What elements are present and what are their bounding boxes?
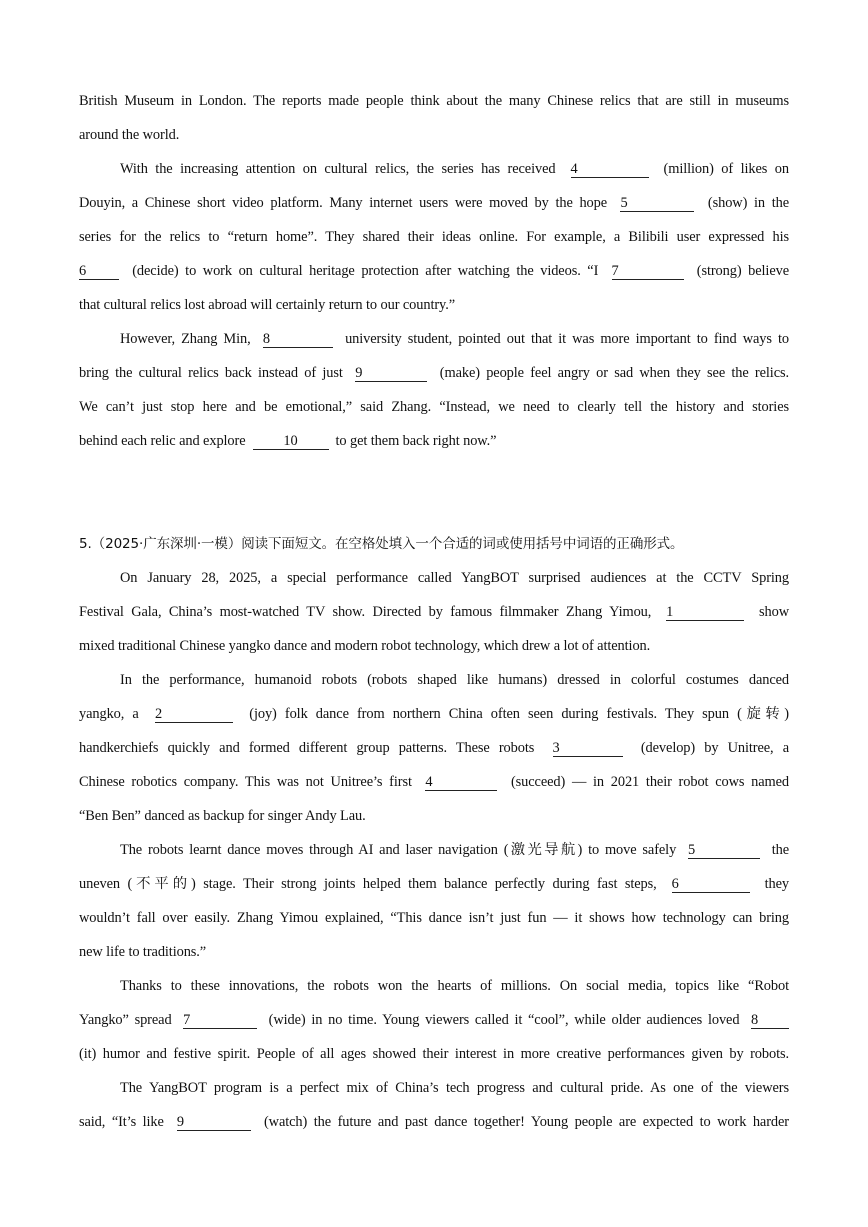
text: that cultural relics lost abroad will certainly return to our country.”: [79, 297, 455, 313]
text: (wide) in no time. Young viewers called it “cool”, while older audiences loved: [268, 1012, 740, 1028]
text: wouldn’t fall over easily. Zhang Yimou explained, “This dance isn’t just fun — it shows how technology can bring: [79, 910, 789, 926]
text: behind each relic and explore: [79, 433, 246, 449]
text: bring the cultural relics back instead of just: [79, 365, 343, 381]
text: The YangBOT program is a perfect mix of China’s tech progress and cultural pride. As one of the viewers: [120, 1080, 789, 1096]
text-line: [79, 84, 789, 118]
text-line: [79, 1071, 789, 1105]
text: (it) humor and festive spirit. People of all ages showed their interest in more creative performances given by robots.: [79, 1046, 789, 1062]
text: new life to traditions.”: [79, 944, 207, 960]
text-line: [79, 799, 789, 833]
text-line: [79, 1037, 789, 1071]
text: series for the relics to “return home”. They shared their ideas online. For example, a Bilibili user expressed his: [79, 229, 789, 245]
answer-blank-1[interactable]: 1: [666, 604, 744, 621]
text: uneven (不平的) stage. Their strong joints helped them balance perfectly during fast steps,: [79, 876, 657, 892]
text: “Ben Ben” danced as backup for singer Andy Lau.: [79, 808, 366, 824]
answer-blank-8[interactable]: 8: [751, 1012, 789, 1029]
text: yangko, a: [79, 706, 139, 722]
text: In the performance, humanoid robots (robots shaped like humans) dressed in colorful costumes danced: [120, 672, 789, 688]
answer-blank-7[interactable]: 7: [612, 263, 684, 280]
text: around the world.: [79, 127, 180, 143]
text: to get them back right now.”: [335, 433, 497, 449]
text: (decide) to work on cultural heritage protection after watching the videos. “I: [132, 263, 599, 279]
text: Festival Gala, China’s most-watched TV show. Directed by famous filmmaker Zhang Yimou,: [79, 604, 652, 620]
question-title: [79, 527, 789, 561]
text-line: [79, 697, 789, 731]
text: (strong) believe: [696, 263, 789, 279]
text: handkerchiefs quickly and formed different group patterns. These robots: [79, 740, 535, 756]
text: mixed traditional Chinese yangko dance and modern robot technology, which drew a lot of attention.: [79, 638, 651, 654]
question-heading: 5.（2025·广东深圳·一模）阅读下面短文。在空格处填入一个合适的词或使用括号中词语的正确形式。: [79, 536, 684, 552]
text: Douyin, a Chinese short video platform. Many internet users were moved by the hope: [79, 195, 608, 211]
text-line: [79, 254, 789, 288]
text-line: [79, 969, 789, 1003]
text-line: [79, 322, 789, 356]
text-line: [79, 390, 789, 424]
text-line: [79, 152, 789, 186]
answer-blank-8[interactable]: 8: [263, 331, 333, 348]
text: the: [771, 842, 790, 858]
answer-blank-4[interactable]: 4: [425, 774, 497, 791]
text-line: [79, 118, 789, 152]
passage-4: [79, 84, 789, 458]
text: (make) people feel angry or sad when they see the relics.: [439, 365, 789, 381]
answer-blank-9[interactable]: 9: [177, 1114, 251, 1131]
passage-5: [79, 527, 789, 1139]
text: (succeed) — in 2021 their robot cows named: [510, 774, 790, 790]
text-line: [79, 424, 789, 458]
text-line: [79, 356, 789, 390]
answer-blank-5[interactable]: 5: [688, 842, 760, 859]
text-line: [79, 1003, 789, 1037]
text: (watch) the future and past dance together! Young people are expected to work harder: [263, 1114, 789, 1130]
text: British Museum in London. The reports made people think about the many Chinese relics that are still in museums: [79, 93, 789, 109]
text: Thanks to these innovations, the robots won the hearts of millions. On social media, topics like “Robot: [120, 978, 789, 994]
text: Yangko” spread: [79, 1012, 172, 1028]
text: However, Zhang Min,: [120, 331, 251, 347]
answer-blank-9[interactable]: 9: [355, 365, 427, 382]
text: On January 28, 2025, a special performance called YangBOT surprised audiences at the CCTV Spring: [120, 570, 789, 586]
text-line: [79, 288, 789, 322]
answer-blank-3[interactable]: 3: [553, 740, 623, 757]
text: university student, pointed out that it was more important to find ways to: [345, 331, 790, 347]
text: (develop) by Unitree, a: [640, 740, 789, 756]
answer-blank-7[interactable]: 7: [183, 1012, 257, 1029]
text: show: [759, 604, 789, 620]
text-line: [79, 595, 789, 629]
text-line: [79, 561, 789, 595]
text: (show) in the: [707, 195, 789, 211]
text-line: [79, 220, 789, 254]
text: (joy) folk dance from northern China often seen during festivals. They spun (旋转): [249, 706, 790, 722]
text-line: [79, 629, 789, 663]
answer-blank-4[interactable]: 4: [571, 161, 649, 178]
text-line: [79, 833, 789, 867]
text-line: [79, 1105, 789, 1139]
answer-blank-6[interactable]: 6: [79, 263, 119, 280]
answer-blank-10[interactable]: 10: [253, 433, 329, 450]
text-line: [79, 731, 789, 765]
text: We can’t just stop here and be emotional,” said Zhang. “Instead, we need to clearly tell the history and stories: [79, 399, 789, 415]
text-line: [79, 663, 789, 697]
text: Chinese robotics company. This was not Unitree’s first: [79, 774, 412, 790]
text: said, “It’s like: [79, 1114, 164, 1130]
text: With the increasing attention on cultural relics, the series has received: [120, 161, 556, 177]
text-line: [79, 867, 789, 901]
text-line: [79, 186, 789, 220]
answer-blank-2[interactable]: 2: [155, 706, 233, 723]
text-line: [79, 765, 789, 799]
text: (million) of likes on: [663, 161, 789, 177]
answer-blank-5[interactable]: 5: [620, 195, 694, 212]
text: The robots learnt dance moves through AI and laser navigation (激光导航) to move safely: [120, 842, 677, 858]
text-line: [79, 935, 789, 969]
text: they: [764, 876, 790, 892]
answer-blank-6[interactable]: 6: [672, 876, 750, 893]
text-line: [79, 901, 789, 935]
